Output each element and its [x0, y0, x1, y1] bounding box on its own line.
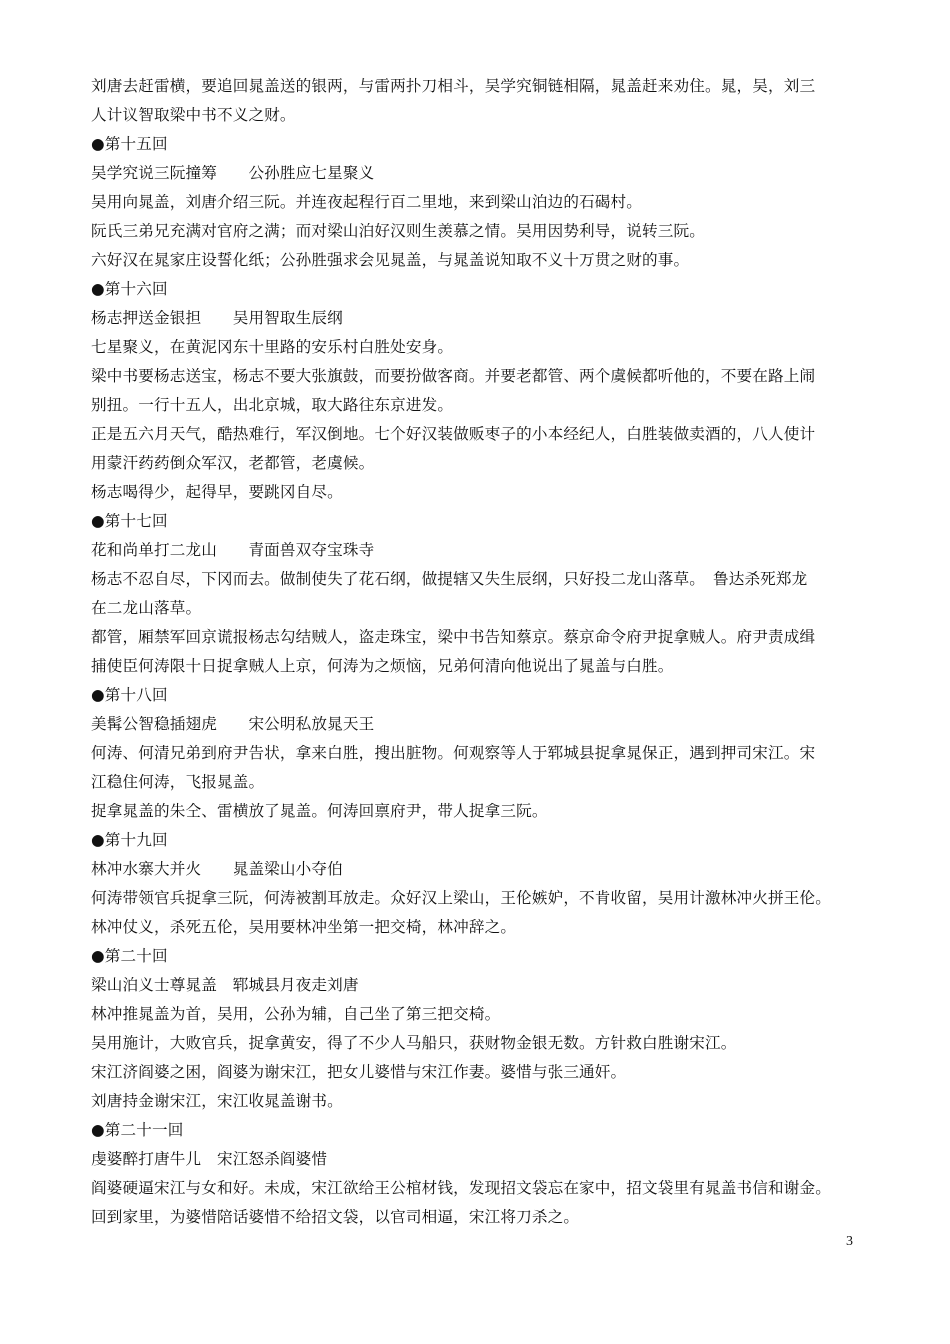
chapter-heading: ●第十六回: [91, 280, 168, 298]
chapter-heading: ●第二十回: [91, 947, 168, 965]
text-line: 林冲仗义，杀死五伦，吴用要林冲坐第一把交椅，林冲辞之。: [91, 918, 517, 936]
chapter-title: 虔婆醉打唐牛儿 宋江怒杀阎婆惜: [91, 1150, 328, 1168]
text-line: 吴用向晁盖，刘唐介绍三阮。并连夜起程行百二里地，来到梁山泊边的石碣村。: [91, 193, 643, 211]
chapter-title: 吴学究说三阮撞筹 公孙胜应七星聚义: [91, 164, 375, 182]
chapter-heading: ●第十七回: [91, 512, 168, 530]
text-line: 何涛、何清兄弟到府尹告状，拿来白胜，搜出脏物。何观察等人于郓城县捉拿晁保正，遇到押司宋江。宋: [91, 744, 816, 762]
chapter-heading: ●第十九回: [91, 831, 168, 849]
text-line: 别扭。一行十五人，出北京城，取大路往东京进发。: [91, 396, 454, 414]
text-line: 杨志不忍自尽，下冈而去。做制使失了花石纲，做提辖又失生辰纲，只好投二龙山落草。 鲁达杀死郑龙: [91, 570, 808, 588]
text-line: 刘唐去赶雷横，要追回晁盖送的银两，与雷两扑刀相斗，吴学究铜链相隔，晁盖赶来劝住。晁，吴，刘三: [91, 77, 816, 95]
chapter-heading: ●第十五回: [91, 135, 168, 153]
text-line: 刘唐持金谢宋江，宋江收晁盖谢书。: [91, 1092, 343, 1110]
text-line: 吴用施计，大败官兵，捉拿黄安，得了不少人马船只，获财物金银无数。方针救白胜谢宋江。: [91, 1034, 737, 1052]
chapter-title: 美髯公智稳插翅虎 宋公明私放晁天王: [91, 715, 375, 733]
text-line: 正是五六月天气，酷热难行，军汉倒地。七个好汉装做贩枣子的小本经纪人，白胜装做卖酒的，八人使计: [91, 425, 816, 443]
text-line: 在二龙山落草。: [91, 599, 202, 617]
text-line: 七星聚义，在黄泥冈东十里路的安乐村白胜处安身。: [91, 338, 454, 356]
text-line: 江稳住何涛，飞报晁盖。: [91, 773, 265, 791]
text-line: 阎婆硬逼宋江与女和好。未成，宋江欲给王公棺材钱，发现招文袋忘在家中，招文袋里有晁盖书信和谢金。: [91, 1179, 831, 1197]
text-line: 回到家里，为婆惜陪话婆惜不给招文袋，以官司相逼，宋江将刀杀之。: [91, 1208, 580, 1226]
chapter-heading: ●第十八回: [91, 686, 168, 704]
text-line: 都管，厢禁军回京谎报杨志勾结贼人，盗走珠宝，梁中书告知蔡京。蔡京命令府尹捉拿贼人。府尹责成缉: [91, 628, 816, 646]
text-line: 六好汉在晁家庄设誓化纸；公孙胜强求会见晁盖，与晁盖说知取不义十万贯之财的事。: [91, 251, 690, 269]
chapter-heading: ●第二十一回: [91, 1121, 184, 1139]
document-body: [91, 72, 866, 1232]
text-line: 宋江济阎婆之困，阎婆为谢宋江，把女儿婆惜与宋江作妻。婆惜与张三通奸。: [91, 1063, 627, 1081]
text-line: 何涛带领官兵捉拿三阮，何涛被割耳放走。众好汉上梁山，王伦嫉妒，不肯收留，吴用计激林冲火拼王伦。: [91, 889, 831, 907]
text-line: 用蒙汗药药倒众军汉，老都管，老虞候。: [91, 454, 375, 472]
page-number: 3: [846, 1234, 853, 1249]
chapter-title: 梁山泊义士尊晁盖 郓城县月夜走刘唐: [91, 976, 359, 994]
text-line: 杨志喝得少，起得早，要跳冈自尽。: [91, 483, 343, 501]
chapter-title: 花和尚单打二龙山 青面兽双夺宝珠寺: [91, 541, 375, 559]
chapter-title: 杨志押送金银担 吴用智取生辰纲: [91, 309, 343, 327]
chapter-title: 林冲水寨大并火 晁盖梁山小夺伯: [91, 860, 343, 878]
text-line: 梁中书要杨志送宝，杨志不要大张旗鼓，而要扮做客商。并要老都管、两个虞候都听他的，不要在路上闹: [91, 367, 816, 385]
text-line: 捕使臣何涛限十日捉拿贼人上京，何涛为之烦恼，兄弟何清向他说出了晁盖与白胜。: [91, 657, 674, 675]
text-line: 林冲推晁盖为首，吴用，公孙为辅，自己坐了第三把交椅。: [91, 1005, 501, 1023]
text-line: 捉拿晁盖的朱仝、雷横放了晁盖。何涛回禀府尹，带人捉拿三阮。: [91, 802, 548, 820]
text-line: 人计议智取梁中书不义之财。: [91, 106, 296, 124]
text-line: 阮氏三弟兄充满对官府之满；而对梁山泊好汉则生羡慕之情。吴用因势利导，说转三阮。: [91, 222, 706, 240]
